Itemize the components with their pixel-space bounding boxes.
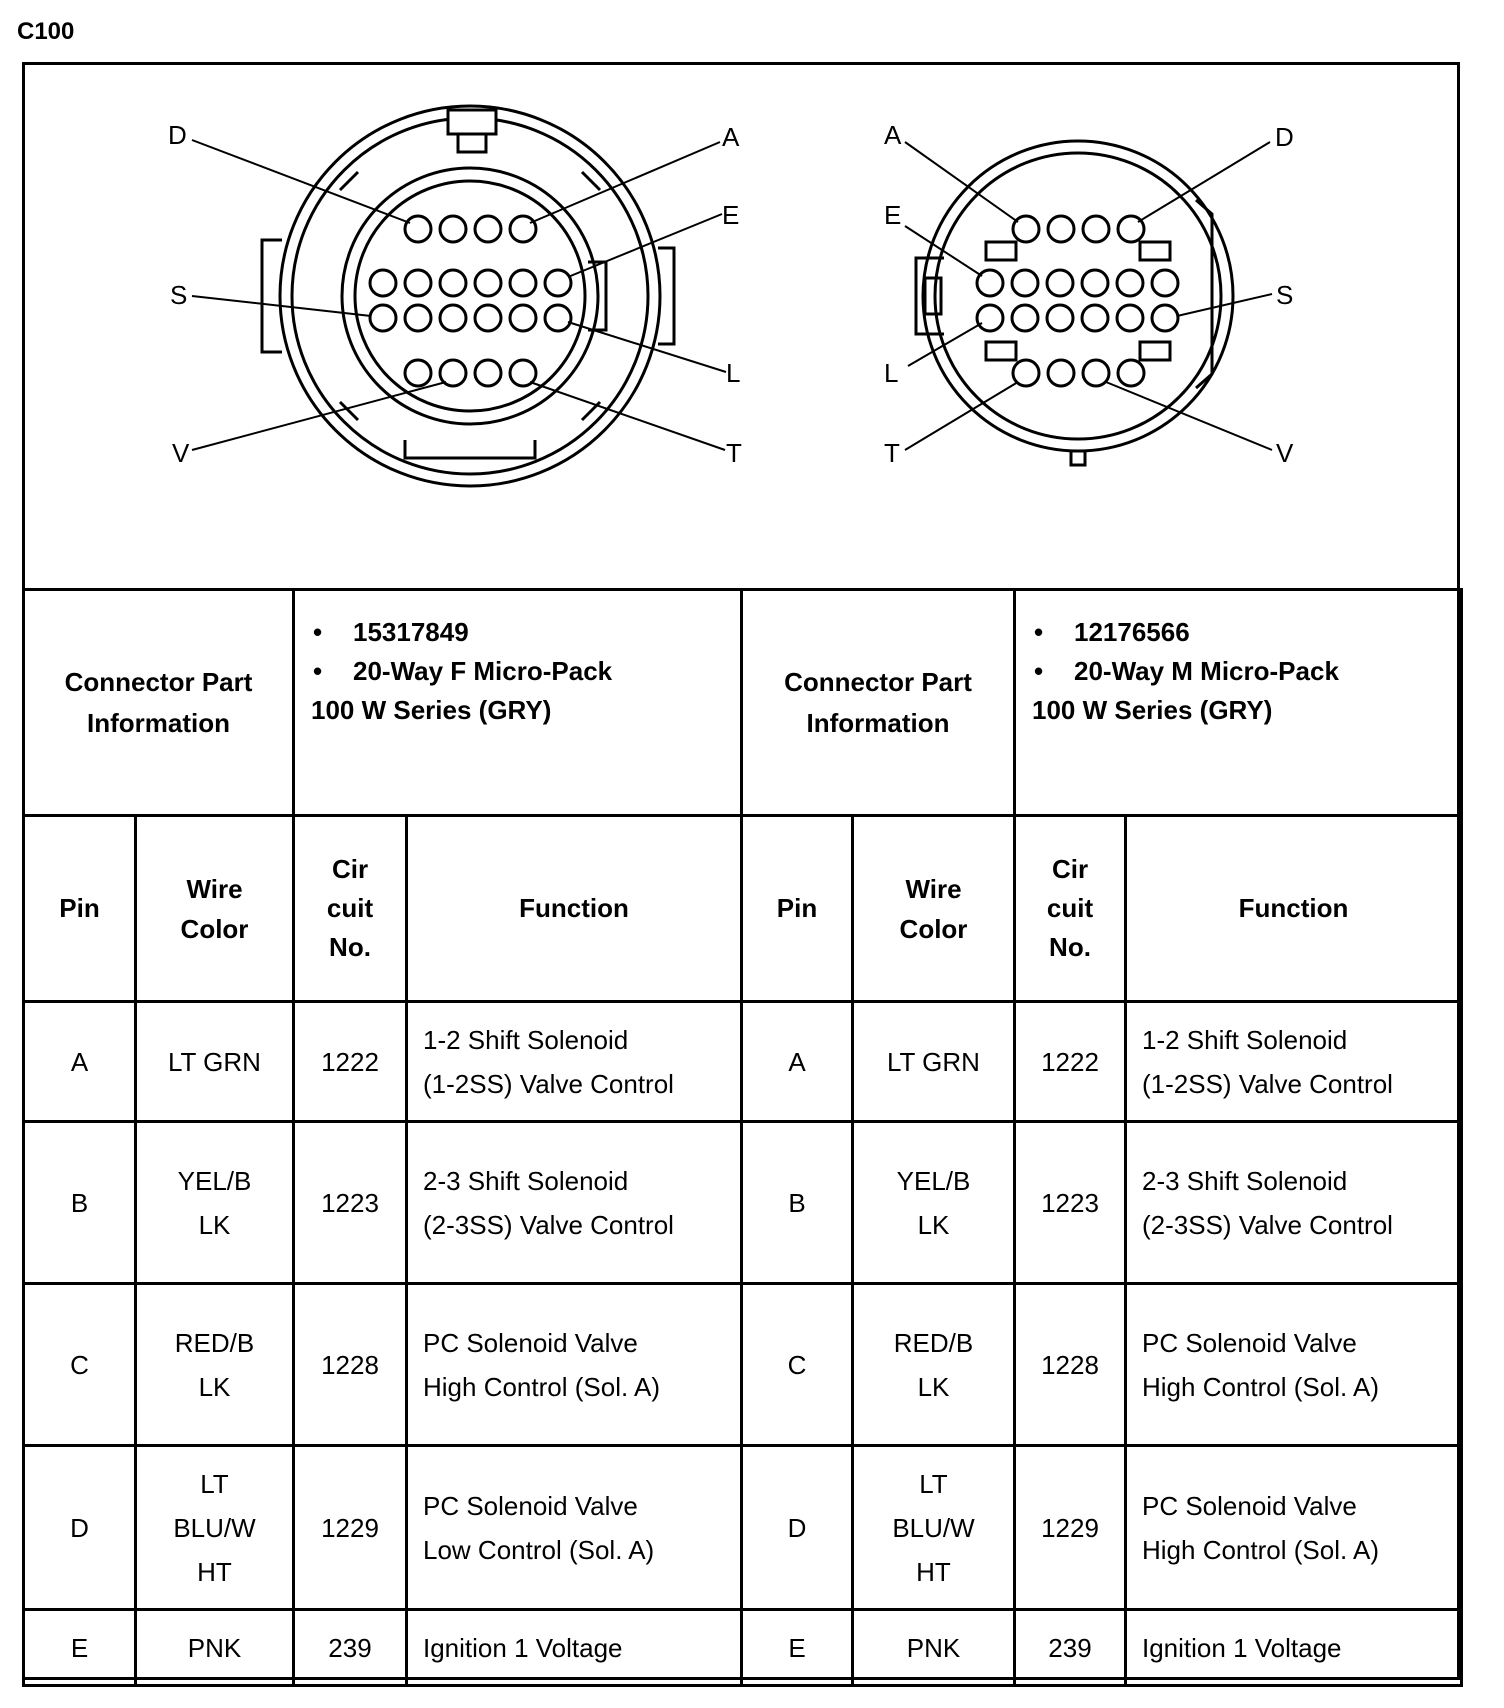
male-label-v: V bbox=[1276, 438, 1294, 468]
function-cell: 1-2 Shift Solenoid (1-2SS) Valve Control bbox=[1126, 1002, 1462, 1122]
pinout-table bbox=[22, 588, 1463, 1687]
connector-info-right: • 12176566 • 20-Way M Micro-Pack 100 W Series (GRY) bbox=[1015, 590, 1462, 816]
info-label-line2: Information bbox=[806, 707, 950, 738]
pin-cell: B bbox=[742, 1122, 853, 1284]
table-row bbox=[24, 1122, 1462, 1284]
table-row bbox=[24, 1446, 1462, 1610]
pin-cell: D bbox=[742, 1446, 853, 1610]
male-label-s: S bbox=[1276, 280, 1294, 310]
male-label-d: D bbox=[1275, 122, 1294, 152]
female-label-t: T bbox=[726, 438, 742, 468]
male-label-t: T bbox=[884, 438, 900, 468]
connector-face-diagram bbox=[22, 62, 1460, 592]
table-row bbox=[24, 1284, 1462, 1446]
function-cell: 1-2 Shift Solenoid (1-2SS) Valve Control bbox=[407, 1002, 742, 1122]
pin-cell: B bbox=[24, 1122, 136, 1284]
connector-series: 100 W Series (GRY) bbox=[1032, 695, 1273, 725]
female-pin-cavities bbox=[370, 216, 571, 386]
pin-cell: D bbox=[24, 1446, 136, 1610]
male-label-e: E bbox=[884, 200, 902, 230]
circuit-cell: 1229 bbox=[1015, 1446, 1126, 1610]
wire-color-cell: LT BLU/W HT bbox=[136, 1446, 294, 1610]
table-row bbox=[24, 1002, 1462, 1122]
circuit-cell: 1223 bbox=[294, 1122, 407, 1284]
header-wire-color: Wire Color bbox=[853, 816, 1015, 1002]
column-header-row bbox=[24, 816, 1462, 1002]
pin-cell: C bbox=[742, 1284, 853, 1446]
function-cell: Ignition 1 Voltage bbox=[1126, 1610, 1462, 1686]
connector-info-label-right bbox=[742, 590, 1015, 816]
female-label-a: A bbox=[722, 122, 740, 152]
wire-color-cell: LT GRN bbox=[853, 1002, 1015, 1122]
info-label-line2: Information bbox=[87, 707, 230, 738]
female-label-v: V bbox=[172, 438, 190, 468]
pin-cell: A bbox=[742, 1002, 853, 1122]
header-function: Function bbox=[1126, 816, 1462, 1002]
connector-id: C100 bbox=[17, 18, 75, 45]
function-cell: PC Solenoid Valve High Control (Sol. A) bbox=[407, 1284, 742, 1446]
connector-info-row bbox=[24, 590, 1462, 816]
connector-info-label-left bbox=[24, 590, 294, 816]
function-cell: PC Solenoid Valve Low Control (Sol. A) bbox=[407, 1446, 742, 1610]
pin-cell: E bbox=[24, 1610, 136, 1686]
info-label-line1: Connector Part bbox=[784, 666, 972, 697]
header-function: Function bbox=[407, 816, 742, 1002]
wire-color-cell: PNK bbox=[136, 1610, 294, 1686]
female-label-d: D bbox=[168, 120, 187, 150]
wire-color-cell: RED/B LK bbox=[853, 1284, 1015, 1446]
circuit-cell: 1228 bbox=[294, 1284, 407, 1446]
male-label-l: L bbox=[884, 358, 899, 388]
table-row bbox=[24, 1610, 1462, 1686]
male-label-a: A bbox=[884, 120, 902, 150]
circuit-cell: 239 bbox=[1015, 1610, 1126, 1686]
connector-info-left: • 15317849 • 20-Way F Micro-Pack 100 W Series (GRY) bbox=[294, 590, 742, 816]
header-circuit: Cir cuit No. bbox=[1015, 816, 1126, 1002]
female-label-s: S bbox=[170, 280, 188, 310]
circuit-cell: 1228 bbox=[1015, 1284, 1126, 1446]
circuit-cell: 239 bbox=[294, 1610, 407, 1686]
connector-series: 100 W Series (GRY) bbox=[311, 695, 552, 725]
part-number: 12176566 bbox=[1074, 617, 1190, 647]
female-label-e: E bbox=[722, 200, 740, 230]
female-connector-face bbox=[262, 106, 674, 486]
header-wire-color: Wire Color bbox=[136, 816, 294, 1002]
part-number: 15317849 bbox=[353, 617, 469, 647]
wire-color-cell: LT GRN bbox=[136, 1002, 294, 1122]
circuit-cell: 1229 bbox=[294, 1446, 407, 1610]
header-circuit: Cir cuit No. bbox=[294, 816, 407, 1002]
function-cell: 2-3 Shift Solenoid (2-3SS) Valve Control bbox=[407, 1122, 742, 1284]
male-connector-face bbox=[916, 141, 1233, 465]
wire-color-cell: LT BLU/W HT bbox=[853, 1446, 1015, 1610]
function-cell: 2-3 Shift Solenoid (2-3SS) Valve Control bbox=[1126, 1122, 1462, 1284]
wire-color-cell: YEL/B LK bbox=[853, 1122, 1015, 1284]
function-cell: PC Solenoid Valve High Control (Sol. A) bbox=[1126, 1284, 1462, 1446]
function-cell: PC Solenoid Valve High Control (Sol. A) bbox=[1126, 1446, 1462, 1610]
circuit-cell: 1222 bbox=[1015, 1002, 1126, 1122]
circuit-cell: 1223 bbox=[1015, 1122, 1126, 1284]
header-pin: Pin bbox=[24, 816, 136, 1002]
male-leader-lines bbox=[905, 142, 1272, 450]
wire-color-cell: RED/B LK bbox=[136, 1284, 294, 1446]
function-cell: Ignition 1 Voltage bbox=[407, 1610, 742, 1686]
header-pin: Pin bbox=[742, 816, 853, 1002]
wire-color-cell: PNK bbox=[853, 1610, 1015, 1686]
circuit-cell: 1222 bbox=[294, 1002, 407, 1122]
pin-cell: C bbox=[24, 1284, 136, 1446]
pin-cell: A bbox=[24, 1002, 136, 1122]
connector-type: 20-Way F Micro-Pack bbox=[353, 656, 613, 686]
info-label-line1: Connector Part bbox=[64, 666, 253, 697]
connector-type: 20-Way M Micro-Pack bbox=[1074, 656, 1339, 686]
female-label-l: L bbox=[726, 358, 741, 388]
wire-color-cell: YEL/B LK bbox=[136, 1122, 294, 1284]
pin-cell: E bbox=[742, 1610, 853, 1686]
